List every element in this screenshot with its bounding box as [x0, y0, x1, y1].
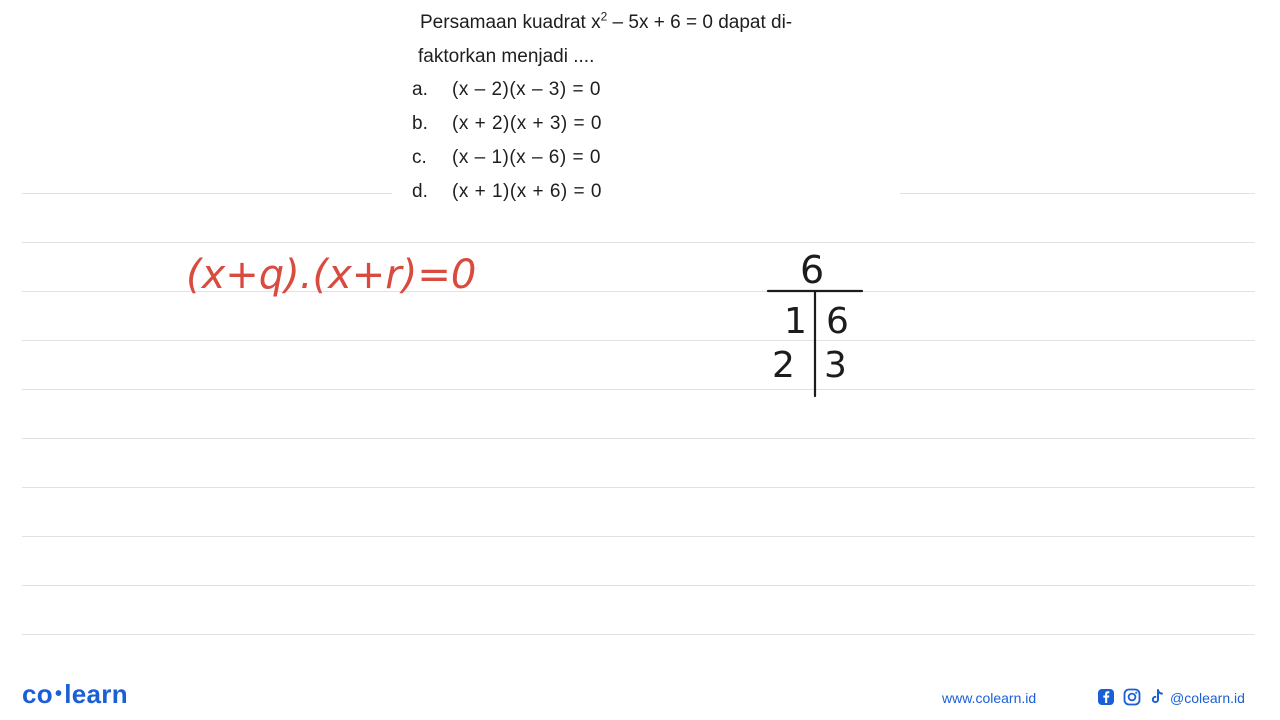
website-link[interactable]: www.colearn.id: [942, 690, 1037, 706]
handwritten-equation: (x+q).(x+r)=0: [186, 252, 477, 298]
logo-dot: •: [54, 683, 63, 705]
option-label: d.: [412, 181, 428, 202]
question-text-rest: – 5x + 6 = 0 dapat di-: [607, 12, 793, 33]
factor-cell: 3: [824, 345, 847, 386]
factor-cell: 1: [784, 301, 807, 342]
facebook-icon[interactable]: [1097, 688, 1115, 706]
colearn-logo: [22, 679, 128, 710]
instagram-icon[interactable]: [1123, 688, 1141, 706]
option-expression: (x – 1)(x – 6) = 0: [452, 147, 601, 168]
handwritten-product: 6: [800, 248, 825, 292]
factor-cell: 6: [826, 301, 849, 342]
option-expression: (x + 2)(x + 3) = 0: [452, 113, 602, 134]
option-label: b.: [412, 113, 428, 134]
option-expression: (x – 2)(x – 3) = 0: [452, 79, 601, 100]
social-handle[interactable]: @colearn.id: [1170, 690, 1245, 706]
question-exponent: 2: [600, 9, 608, 24]
option-label: c.: [412, 147, 427, 168]
logo-text-co: co: [22, 679, 53, 709]
question-text: Persamaan kuadrat: [420, 12, 592, 33]
question-line-2: faktorkan menjadi ....: [418, 46, 595, 67]
option-expression: (x + 1)(x + 6) = 0: [452, 181, 602, 202]
logo-text-learn: learn: [64, 679, 128, 709]
factor-cell: 2: [772, 345, 795, 386]
question-variable: x: [591, 12, 601, 33]
option-label: a.: [412, 79, 428, 100]
tiktok-icon[interactable]: [1148, 688, 1166, 706]
